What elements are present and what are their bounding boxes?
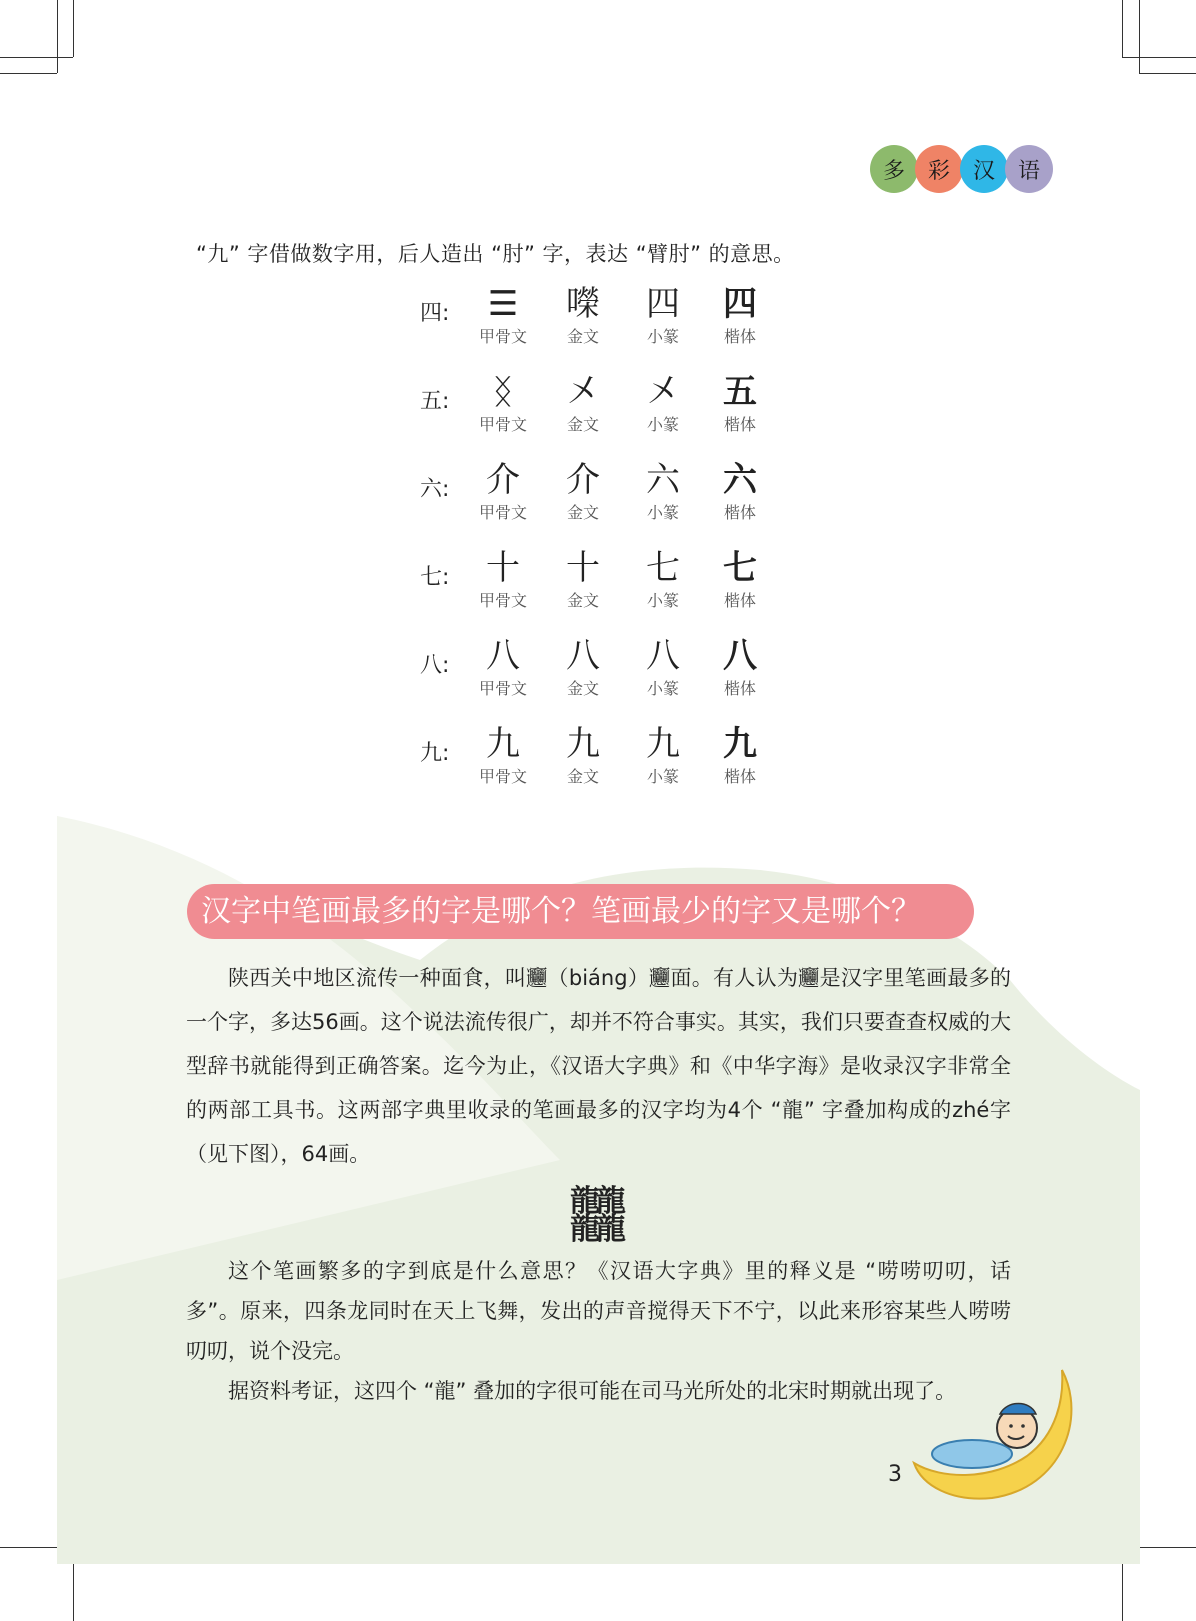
glyph: ☰: [487, 284, 519, 324]
script-label: 金文: [566, 591, 599, 610]
glyph: 九: [723, 724, 757, 764]
glyph: 四: [646, 284, 680, 324]
section-headline: 汉字中笔画最多的字是哪个？笔画最少的字又是哪个？: [187, 884, 974, 939]
badge-han: 汉: [960, 145, 1008, 193]
script-label: 金文: [566, 767, 599, 786]
bronze-cell: [548, 370, 618, 435]
paragraph-3: 据资料考证，这四个 “龍” 叠加的字很可能在司马光所处的北宋时期就出现了。: [228, 1379, 957, 1403]
glyph: 㐅: [566, 372, 600, 412]
badge-yu: 语: [1005, 145, 1053, 193]
script-label: 楷体: [723, 327, 756, 346]
row-label: 五:: [420, 389, 450, 414]
script-label: 甲骨文: [478, 679, 527, 698]
bronze-cell: [548, 722, 618, 787]
regular-cell: [705, 282, 775, 347]
bronze-cell: [548, 458, 618, 523]
zhe-character: [556, 1184, 636, 1247]
glyph: 介: [566, 460, 600, 500]
script-label: 楷体: [723, 679, 756, 698]
script-label: 小篆: [646, 327, 679, 346]
zhe-character-bottom: 龍龍: [570, 1212, 622, 1247]
page-number: 3: [888, 1462, 902, 1487]
oracle-cell: [468, 458, 538, 523]
badge-cai: 彩: [915, 145, 963, 193]
glyph: 八: [566, 636, 600, 676]
zhe-character-top: 龍龍: [570, 1184, 622, 1219]
glyph: 八: [646, 636, 680, 676]
glyph: 八: [723, 636, 757, 676]
script-label: 楷体: [723, 591, 756, 610]
paragraph-2: 这个笔画繁多的字到底是什么意思？《汉语大字典》里的释义是 “唠唠叨叨，话多”。原来，四条龙同时在天上飞舞，发出的声音搅得天下不宁，以此来形容某些人唠唠叨叨，说个没完。: [186, 1259, 1011, 1363]
oracle-cell: [468, 370, 538, 435]
script-label: 金文: [566, 415, 599, 434]
script-label: 小篆: [646, 415, 679, 434]
seal-cell: [628, 546, 698, 611]
paragraph-1: 陕西关中地区流传一种面食，叫𰻞（biáng）𰻞面。有人认为𰻞是汉字里笔画最多的一个字，多达56画。这个说法流传很广，却并不符合事实。其实，我们只要查查权威的大型辞书就能得到正确答案。迄今为止，《汉语大字典》和《中华字海》是收录汉字非常全的两部工具书。这两部字典里收录的笔画最多的汉字均为4个 “龍” 字叠加构成的zhé字（见下图），64画。: [186, 966, 1011, 1166]
script-label: 楷体: [723, 503, 756, 522]
seal-cell: [628, 722, 698, 787]
badge-duo: 多: [870, 145, 918, 193]
row-label: 四:: [420, 301, 450, 326]
seal-cell: [628, 370, 698, 435]
row-label: 六:: [420, 477, 450, 502]
script-label: 金文: [566, 503, 599, 522]
glyph: 九: [486, 724, 520, 764]
script-label: 小篆: [646, 767, 679, 786]
script-label: 小篆: [646, 503, 679, 522]
glyph: 㘇: [566, 284, 600, 324]
moon-scholar-illustration: [912, 1368, 1082, 1503]
script-label: 甲骨文: [478, 327, 527, 346]
script-label: 小篆: [646, 679, 679, 698]
glyph: 七: [723, 548, 757, 588]
script-label: 楷体: [723, 767, 756, 786]
script-label: 金文: [566, 679, 599, 698]
regular-cell: [705, 546, 775, 611]
glyph: ᛝ: [492, 372, 514, 412]
oracle-cell: [468, 546, 538, 611]
glyph: 六: [646, 460, 680, 500]
bronze-cell: [548, 282, 618, 347]
glyph: 九: [566, 724, 600, 764]
oracle-cell: [468, 282, 538, 347]
glyph: 十: [566, 548, 600, 588]
glyph: 九: [646, 724, 680, 764]
regular-cell: [705, 458, 775, 523]
script-label: 甲骨文: [478, 415, 527, 434]
glyph: 八: [486, 636, 520, 676]
intro-text: “九” 字借做数字用，后人造出 “肘” 字，表达 “臂肘” 的意思。: [196, 242, 795, 266]
script-label: 金文: [566, 327, 599, 346]
bronze-cell: [548, 634, 618, 699]
script-label: 小篆: [646, 591, 679, 610]
regular-cell: [705, 370, 775, 435]
script-label: 甲骨文: [478, 503, 527, 522]
regular-cell: [705, 634, 775, 699]
glyph: 六: [723, 460, 757, 500]
glyph: 介: [486, 460, 520, 500]
bronze-cell: [548, 546, 618, 611]
seal-cell: [628, 282, 698, 347]
oracle-cell: [468, 634, 538, 699]
glyph: 四: [723, 284, 757, 324]
title-badges: [873, 145, 1053, 193]
oracle-cell: [468, 722, 538, 787]
row-label: 九:: [420, 741, 450, 766]
regular-cell: [705, 722, 775, 787]
glyph: 㐅: [646, 372, 680, 412]
script-label: 甲骨文: [478, 767, 527, 786]
seal-cell: [628, 458, 698, 523]
script-label: 甲骨文: [478, 591, 527, 610]
row-label: 七:: [420, 565, 450, 590]
glyph: 七: [646, 548, 680, 588]
seal-cell: [628, 634, 698, 699]
script-label: 楷体: [723, 415, 756, 434]
glyph: 十: [486, 548, 520, 588]
glyph: 五: [723, 372, 757, 412]
row-label: 八:: [420, 653, 450, 678]
